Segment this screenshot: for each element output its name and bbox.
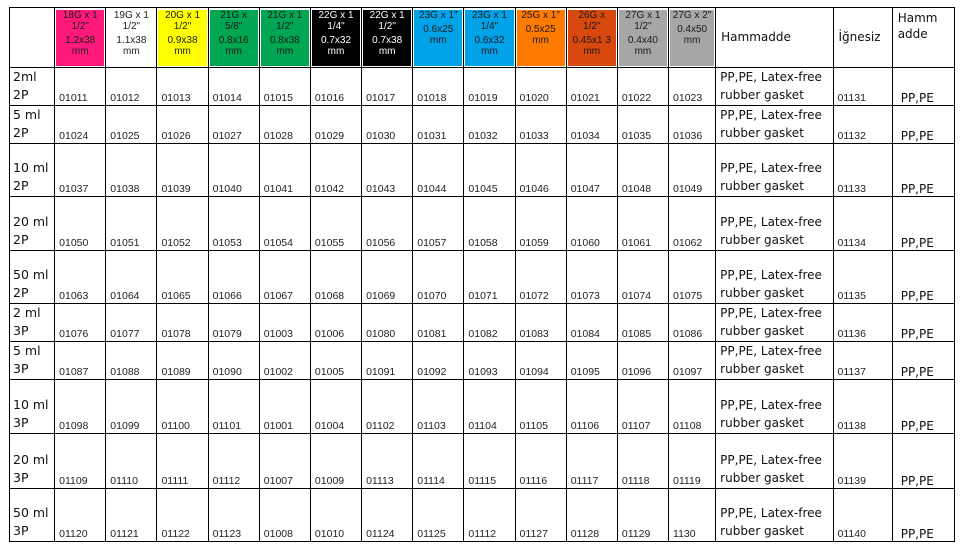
- product-code-cell: 01009: [310, 434, 361, 489]
- syringe-volume-label: 5 ml 3P: [10, 342, 55, 380]
- product-code-cell: 01021: [566, 68, 617, 106]
- product-code-cell: 01123: [208, 489, 259, 542]
- needle-color-swatch: [261, 10, 309, 66]
- needle-color-swatch: [619, 10, 667, 66]
- product-code-cell: 01092: [413, 342, 464, 380]
- product-code-cell: 01117: [566, 434, 617, 489]
- product-code-cell: 01031: [413, 106, 464, 144]
- material2-cell: PP,PE: [892, 144, 954, 197]
- product-code-cell: 01052: [157, 197, 208, 251]
- syringe-volume-label: 5 ml 2P: [10, 106, 55, 144]
- product-code-cell: 01098: [55, 380, 106, 434]
- needle-header-cell: [208, 8, 259, 68]
- needle-header-cell: [310, 8, 361, 68]
- material-cell: PP,PE, Latex-free rubber gasket: [716, 251, 833, 304]
- needle-header-cell: [669, 8, 716, 68]
- material-cell: PP,PE, Latex-free rubber gasket: [716, 434, 833, 489]
- product-code-cell: 01112: [464, 489, 515, 542]
- product-code-cell: 01119: [669, 434, 716, 489]
- needle-gauge-label: 21G x 1 1/2": [267, 10, 303, 32]
- syringe-volume-label: 2ml 2P: [10, 68, 55, 106]
- material2-cell: PP,PE: [892, 197, 954, 251]
- product-code-cell: 01036: [669, 106, 716, 144]
- product-code-cell: 01006: [310, 304, 361, 342]
- needle-size-label: 0.9x38 mm: [167, 35, 198, 57]
- product-code-cell: 01128: [566, 489, 617, 542]
- product-code-cell: 01072: [515, 251, 566, 304]
- product-code-cell: 01013: [157, 68, 208, 106]
- product-code-cell: 01127: [515, 489, 566, 542]
- material2-cell: PP,PE: [892, 489, 954, 542]
- product-code-cell: 01025: [106, 106, 157, 144]
- product-code-cell: 01051: [106, 197, 157, 251]
- needle-gauge-label: 19G x 1 1/2": [113, 10, 149, 32]
- product-code-cell: 01034: [566, 106, 617, 144]
- table-row: [10, 489, 955, 542]
- product-code-cell: 01099: [106, 380, 157, 434]
- product-code-cell: 01073: [566, 251, 617, 304]
- product-code-cell: 01077: [106, 304, 157, 342]
- product-code-cell: 01053: [208, 197, 259, 251]
- material-cell: PP,PE, Latex-free rubber gasket: [716, 68, 833, 106]
- product-code-cell: 01023: [669, 68, 716, 106]
- needle-size-label: 0.5x25 mm: [525, 24, 556, 46]
- product-code-cell: 01081: [413, 304, 464, 342]
- product-code-cell: 01046: [515, 144, 566, 197]
- syringe-volume-label: 20 ml 2P: [10, 197, 55, 251]
- ignesiz-code-cell: 01135: [833, 251, 892, 304]
- product-code-cell: 01027: [208, 106, 259, 144]
- product-code-cell: 01113: [362, 434, 413, 489]
- product-code-cell: 01097: [669, 342, 716, 380]
- product-code-cell: 01029: [310, 106, 361, 144]
- product-code-cell: 01001: [259, 380, 310, 434]
- needle-size-label: 0.6x25 mm: [423, 24, 454, 46]
- needle-size-label: 0.4x50 mm: [677, 24, 708, 46]
- product-code-cell: 01104: [464, 380, 515, 434]
- product-code-cell: 01003: [259, 304, 310, 342]
- needle-size-label: 1.2x38 mm: [65, 35, 96, 57]
- product-code-cell: 1130: [669, 489, 716, 542]
- product-code-cell: 01033: [515, 106, 566, 144]
- product-code-cell: 01101: [208, 380, 259, 434]
- product-code-cell: 01108: [669, 380, 716, 434]
- syringe-volume-label: 50 ml 2P: [10, 251, 55, 304]
- product-code-cell: 01069: [362, 251, 413, 304]
- product-code-cell: 01120: [55, 489, 106, 542]
- ignesiz-code-cell: 01132: [833, 106, 892, 144]
- needle-color-swatch: [517, 10, 565, 66]
- needle-header-cell: [566, 8, 617, 68]
- product-code-cell: 01035: [617, 106, 668, 144]
- product-code-cell: 01105: [515, 380, 566, 434]
- product-code-cell: 01071: [464, 251, 515, 304]
- product-code-cell: 01096: [617, 342, 668, 380]
- syringe-volume-label: 50 ml 3P: [10, 489, 55, 542]
- product-code-cell: 01047: [566, 144, 617, 197]
- product-code-cell: 01005: [310, 342, 361, 380]
- product-code-cell: 01125: [413, 489, 464, 542]
- ignesiz-code-cell: 01138: [833, 380, 892, 434]
- syringe-volume-label: 20 ml 3P: [10, 434, 55, 489]
- ignesiz-code-cell: 01137: [833, 342, 892, 380]
- material-cell: PP,PE, Latex-free rubber gasket: [716, 489, 833, 542]
- needle-header-cell: [259, 8, 310, 68]
- ignesiz-header: İğnesiz: [833, 8, 892, 68]
- product-code-cell: 01085: [617, 304, 668, 342]
- product-code-cell: 01090: [208, 342, 259, 380]
- table-row: [10, 197, 955, 251]
- product-code-cell: 01061: [617, 197, 668, 251]
- product-code-cell: 01016: [310, 68, 361, 106]
- table-body: [10, 68, 955, 542]
- needle-header-cell: [106, 8, 157, 68]
- needle-color-swatch: [465, 10, 513, 66]
- needle-gauge-label: 22G x 1 1/4": [318, 10, 354, 32]
- product-code-cell: 01089: [157, 342, 208, 380]
- product-code-cell: 01002: [259, 342, 310, 380]
- material-cell: PP,PE, Latex-free rubber gasket: [716, 197, 833, 251]
- product-code-cell: 01039: [157, 144, 208, 197]
- product-code-cell: 01042: [310, 144, 361, 197]
- needle-color-swatch: [107, 10, 155, 66]
- product-code-cell: 01057: [413, 197, 464, 251]
- hammadde-header: Hammadde: [716, 8, 833, 68]
- product-code-cell: 01065: [157, 251, 208, 304]
- product-code-cell: 01012: [106, 68, 157, 106]
- syringe-volume-label: 10 ml 2P: [10, 144, 55, 197]
- needle-size-label: 0.7x38 mm: [372, 35, 403, 57]
- product-code-cell: 01010: [310, 489, 361, 542]
- product-code-cell: 01093: [464, 342, 515, 380]
- header-corner-cell: [10, 8, 55, 68]
- needle-header-cell: [55, 8, 106, 68]
- product-code-cell: 01091: [362, 342, 413, 380]
- hammadde2-header: Hamm adde: [892, 8, 954, 68]
- product-code-cell: 01043: [362, 144, 413, 197]
- product-code-cell: 01030: [362, 106, 413, 144]
- product-code-cell: 01129: [617, 489, 668, 542]
- product-code-cell: 01049: [669, 144, 716, 197]
- product-code-cell: 01048: [617, 144, 668, 197]
- product-code-cell: 01064: [106, 251, 157, 304]
- product-code-cell: 01007: [259, 434, 310, 489]
- product-code-cell: 01044: [413, 144, 464, 197]
- material2-cell: PP,PE: [892, 68, 954, 106]
- table-row: [10, 144, 955, 197]
- product-code-cell: 01067: [259, 251, 310, 304]
- syringe-code-table: [9, 7, 955, 542]
- needle-gauge-label: 21G x 5/8": [220, 10, 248, 32]
- product-code-cell: 01041: [259, 144, 310, 197]
- needle-size-label: 1.1x38 mm: [116, 35, 147, 57]
- needle-gauge-label: 22G x 1 1/2": [369, 10, 405, 32]
- product-code-cell: 01118: [617, 434, 668, 489]
- material2-cell: PP,PE: [892, 106, 954, 144]
- table-row: [10, 251, 955, 304]
- product-code-cell: 01032: [464, 106, 515, 144]
- needle-gauge-label: 27G x 1 1/2": [625, 10, 661, 32]
- product-code-cell: 01121: [106, 489, 157, 542]
- needle-color-swatch: [568, 10, 616, 66]
- product-code-cell: 01050: [55, 197, 106, 251]
- product-code-cell: 01083: [515, 304, 566, 342]
- needle-color-swatch: [312, 10, 360, 66]
- product-code-cell: 01008: [259, 489, 310, 542]
- needle-header-cell: [617, 8, 668, 68]
- needle-color-swatch: [670, 10, 714, 66]
- product-code-cell: 01011: [55, 68, 106, 106]
- product-code-cell: 01094: [515, 342, 566, 380]
- product-code-cell: 01014: [208, 68, 259, 106]
- product-code-cell: 01022: [617, 68, 668, 106]
- product-code-cell: 01115: [464, 434, 515, 489]
- product-code-cell: 01045: [464, 144, 515, 197]
- product-code-cell: 01076: [55, 304, 106, 342]
- ignesiz-code-cell: 01131: [833, 68, 892, 106]
- ignesiz-code-cell: 01136: [833, 304, 892, 342]
- product-code-cell: 01056: [362, 197, 413, 251]
- product-code-cell: 01040: [208, 144, 259, 197]
- material-cell: PP,PE, Latex-free rubber gasket: [716, 106, 833, 144]
- needle-size-label: 0.6x32 mm: [474, 35, 505, 57]
- needle-color-swatch: [210, 10, 258, 66]
- product-code-cell: 01062: [669, 197, 716, 251]
- product-code-cell: 01084: [566, 304, 617, 342]
- product-code-cell: 01079: [208, 304, 259, 342]
- product-code-cell: 01074: [617, 251, 668, 304]
- product-code-cell: 01070: [413, 251, 464, 304]
- product-code-cell: 01075: [669, 251, 716, 304]
- material-cell: PP,PE, Latex-free rubber gasket: [716, 144, 833, 197]
- needle-header-cell: [362, 8, 413, 68]
- needle-size-label: 0.45x1 3 mm: [572, 35, 611, 57]
- product-code-cell: 01020: [515, 68, 566, 106]
- material-cell: PP,PE, Latex-free rubber gasket: [716, 342, 833, 380]
- syringe-volume-label: 2 ml 3P: [10, 304, 55, 342]
- product-code-cell: 01004: [310, 380, 361, 434]
- needle-gauge-label: 18G x 1 1/2": [62, 10, 98, 32]
- needle-gauge-label: 23G x 1": [419, 10, 458, 21]
- product-code-cell: 01055: [310, 197, 361, 251]
- product-code-cell: 01054: [259, 197, 310, 251]
- product-code-cell: 01087: [55, 342, 106, 380]
- needle-color-swatch: [363, 10, 411, 66]
- ignesiz-code-cell: 01133: [833, 144, 892, 197]
- product-code-cell: 01037: [55, 144, 106, 197]
- product-code-cell: 01107: [617, 380, 668, 434]
- product-code-cell: 01059: [515, 197, 566, 251]
- product-code-cell: 01088: [106, 342, 157, 380]
- product-code-cell: 01106: [566, 380, 617, 434]
- needle-gauge-label: 26G x 1/2": [578, 10, 606, 32]
- needle-gauge-label: 25G x 1": [521, 10, 560, 21]
- product-code-cell: 01112: [208, 434, 259, 489]
- product-code-cell: 01068: [310, 251, 361, 304]
- product-code-cell: 01114: [413, 434, 464, 489]
- product-code-cell: 01017: [362, 68, 413, 106]
- product-code-cell: 01018: [413, 68, 464, 106]
- table-row: [10, 434, 955, 489]
- product-code-cell: 01028: [259, 106, 310, 144]
- product-code-cell: 01100: [157, 380, 208, 434]
- material2-cell: PP,PE: [892, 304, 954, 342]
- ignesiz-code-cell: 01140: [833, 489, 892, 542]
- product-code-cell: 01110: [106, 434, 157, 489]
- product-code-cell: 01086: [669, 304, 716, 342]
- needle-gauge-label: 27G x 2": [672, 10, 712, 21]
- material-cell: PP,PE, Latex-free rubber gasket: [716, 380, 833, 434]
- needle-gauge-label: 23G x 1 1/4": [471, 10, 507, 32]
- table-row: [10, 304, 955, 342]
- material2-cell: PP,PE: [892, 434, 954, 489]
- material2-cell: PP,PE: [892, 380, 954, 434]
- needle-color-swatch: [158, 10, 206, 66]
- table-row: [10, 342, 955, 380]
- product-code-cell: 01122: [157, 489, 208, 542]
- header-row: [10, 8, 955, 68]
- needle-header-cell: [515, 8, 566, 68]
- product-code-cell: 01060: [566, 197, 617, 251]
- ignesiz-code-cell: 01139: [833, 434, 892, 489]
- product-code-cell: 01066: [208, 251, 259, 304]
- needle-header-cell: [157, 8, 208, 68]
- needle-header-cell: [413, 8, 464, 68]
- material2-cell: PP,PE: [892, 251, 954, 304]
- needle-color-swatch: [414, 10, 462, 66]
- needle-gauge-label: 20G x 1 1/2": [165, 10, 201, 32]
- ignesiz-code-cell: 01134: [833, 197, 892, 251]
- needle-size-label: 0.8x16 mm: [218, 35, 249, 57]
- table-row: [10, 106, 955, 144]
- product-code-cell: 01124: [362, 489, 413, 542]
- material-cell: PP,PE, Latex-free rubber gasket: [716, 304, 833, 342]
- table-row: [10, 68, 955, 106]
- needle-header-cell: [464, 8, 515, 68]
- product-code-cell: 01095: [566, 342, 617, 380]
- product-code-cell: 01038: [106, 144, 157, 197]
- syringe-volume-label: 10 ml 3P: [10, 380, 55, 434]
- needle-size-label: 0.4x40 mm: [627, 35, 658, 57]
- needle-size-label: 0.8x38 mm: [269, 35, 300, 57]
- product-code-cell: 01058: [464, 197, 515, 251]
- table-row: [10, 380, 955, 434]
- product-code-cell: 01026: [157, 106, 208, 144]
- product-code-cell: 01019: [464, 68, 515, 106]
- needle-color-swatch: [56, 10, 104, 66]
- product-code-cell: 01015: [259, 68, 310, 106]
- product-code-cell: 01116: [515, 434, 566, 489]
- product-code-cell: 01082: [464, 304, 515, 342]
- product-code-cell: 01080: [362, 304, 413, 342]
- needle-size-label: 0.7x32 mm: [320, 35, 352, 57]
- material2-cell: PP,PE: [892, 342, 954, 380]
- product-code-cell: 01103: [413, 380, 464, 434]
- product-code-cell: 01111: [157, 434, 208, 489]
- product-code-cell: 01024: [55, 106, 106, 144]
- product-code-cell: 01078: [157, 304, 208, 342]
- product-code-cell: 01109: [55, 434, 106, 489]
- product-code-cell: 01102: [362, 380, 413, 434]
- product-code-cell: 01063: [55, 251, 106, 304]
